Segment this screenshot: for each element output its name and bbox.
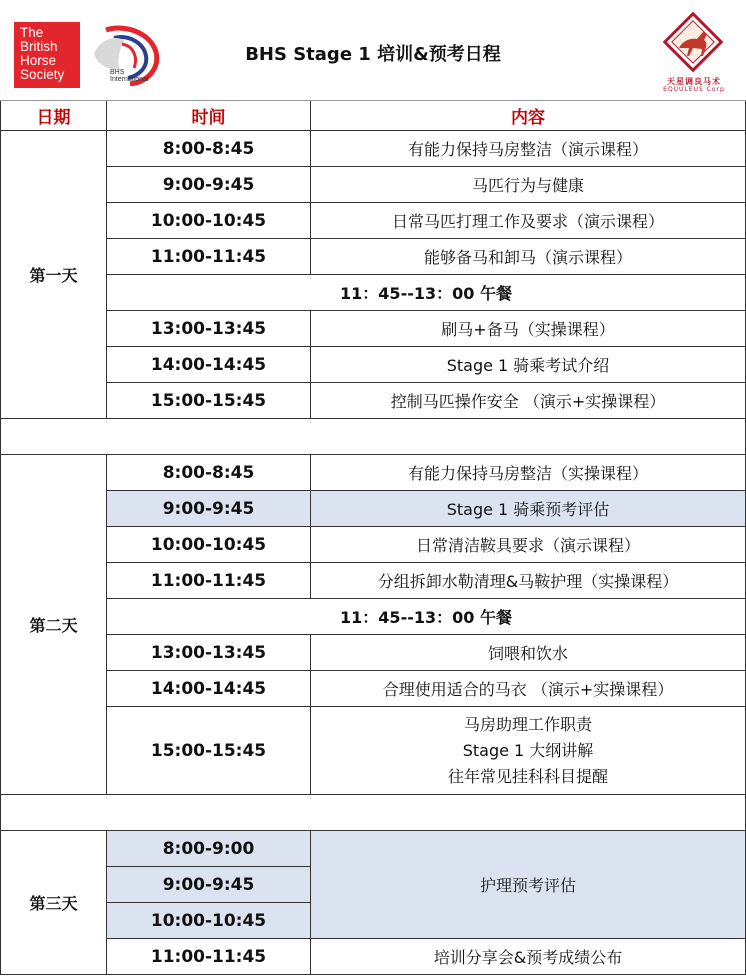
column-header-time: 时间 (107, 101, 311, 131)
content-cell: 马匹行为与健康 (311, 167, 746, 203)
content-line: 往年常见挂科科目提醒 (447, 766, 608, 786)
content-line: Stage 1 大纲讲解 (462, 740, 594, 760)
time-cell: 13:00-13:45 (107, 311, 311, 347)
table-row (1, 347, 746, 383)
table-row (1, 635, 746, 671)
table-row (1, 831, 746, 867)
table-row (1, 455, 746, 491)
content-cell: 刷马+备马（实操课程） (311, 311, 746, 347)
page-header (0, 0, 746, 101)
table-row (1, 239, 746, 275)
content-cell: 分组拆卸水勒清理&马鞍护理（实操课程） (311, 563, 746, 599)
time-cell: 14:00-14:45 (107, 671, 311, 707)
equuleus-logo (663, 12, 723, 72)
schedule-table (0, 101, 746, 975)
table-row (1, 383, 746, 419)
time-cell: 9:00-9:45 (107, 491, 311, 527)
content-cell: 控制马匹操作安全 （演示+实操课程） (311, 383, 746, 419)
table-row (1, 671, 746, 707)
table-row (1, 491, 746, 527)
day-label: 第三天 (1, 831, 107, 975)
day-label: 第一天 (1, 131, 107, 419)
time-cell: 10:00-10:45 (107, 903, 311, 939)
time-cell: 11:00-11:45 (107, 239, 311, 275)
table-row (1, 131, 746, 167)
content-cell: 护理预考评估 (311, 831, 746, 939)
time-cell: 15:00-15:45 (107, 383, 311, 419)
table-row (1, 527, 746, 563)
content-cell-multiline (311, 707, 746, 795)
time-cell: 9:00-9:45 (107, 167, 311, 203)
content-cell: Stage 1 骑乘考试介绍 (311, 347, 746, 383)
lunch-row (1, 275, 746, 311)
spacer-row (1, 419, 746, 455)
column-header-date: 日期 (1, 101, 107, 131)
spacer-row (1, 795, 746, 831)
time-cell: 8:00-8:45 (107, 131, 311, 167)
time-cell: 11:00-11:45 (107, 939, 311, 975)
lunch-cell: 11：45--13：00 午餐 (107, 599, 746, 635)
content-cell: 合理使用适合的马衣 （演示+实操课程） (311, 671, 746, 707)
content-cell: 有能力保持马房整洁（实操课程） (311, 455, 746, 491)
time-cell: 13:00-13:45 (107, 635, 311, 671)
content-cell: 饲喂和饮水 (311, 635, 746, 671)
content-cell: 日常清洁鞍具要求（演示课程） (311, 527, 746, 563)
bhs-international-line: International (110, 76, 149, 83)
bhs-logo-line: Horse (20, 53, 57, 68)
time-cell: 11:00-11:45 (107, 563, 311, 599)
bhs-international-line: BHS (110, 69, 125, 76)
equuleus-en-text: EQUULEUS Corp (663, 86, 725, 93)
time-cell: 14:00-14:45 (107, 347, 311, 383)
table-row (1, 707, 746, 795)
table-row (1, 311, 746, 347)
page-title: BHS Stage 1 培训&预考日程 (245, 44, 501, 65)
bhs-international-text (110, 69, 149, 83)
time-cell: 10:00-10:45 (107, 203, 311, 239)
content-cell: 培训分享会&预考成绩公布 (311, 939, 746, 975)
table-row (1, 939, 746, 975)
table-header-row (1, 101, 746, 131)
lunch-row (1, 599, 746, 635)
equuleus-cn-text: 天星调良马术 (667, 77, 721, 86)
spacer-cell (1, 795, 746, 831)
time-cell: 15:00-15:45 (107, 707, 311, 795)
content-line: 马房助理工作职责 (463, 714, 592, 734)
content-cell: 日常马匹打理工作及要求（演示课程） (311, 203, 746, 239)
lunch-cell: 11：45--13：00 午餐 (107, 275, 746, 311)
bhs-logo-line: British (20, 39, 58, 54)
time-cell: 10:00-10:45 (107, 527, 311, 563)
column-header-content: 内容 (311, 101, 746, 131)
content-cell: Stage 1 骑乘预考评估 (311, 491, 746, 527)
table-row (1, 203, 746, 239)
day-label: 第二天 (1, 455, 107, 795)
content-cell: 能够备马和卸马（演示课程） (311, 239, 746, 275)
bhs-logo-line: Society (20, 67, 65, 82)
bhs-logo-line: The (20, 25, 44, 40)
table-row (1, 563, 746, 599)
time-cell: 9:00-9:45 (107, 867, 311, 903)
table-row (1, 167, 746, 203)
content-cell: 有能力保持马房整洁（演示课程） (311, 131, 746, 167)
time-cell: 8:00-9:00 (107, 831, 311, 867)
time-cell: 8:00-8:45 (107, 455, 311, 491)
spacer-cell (1, 419, 746, 455)
